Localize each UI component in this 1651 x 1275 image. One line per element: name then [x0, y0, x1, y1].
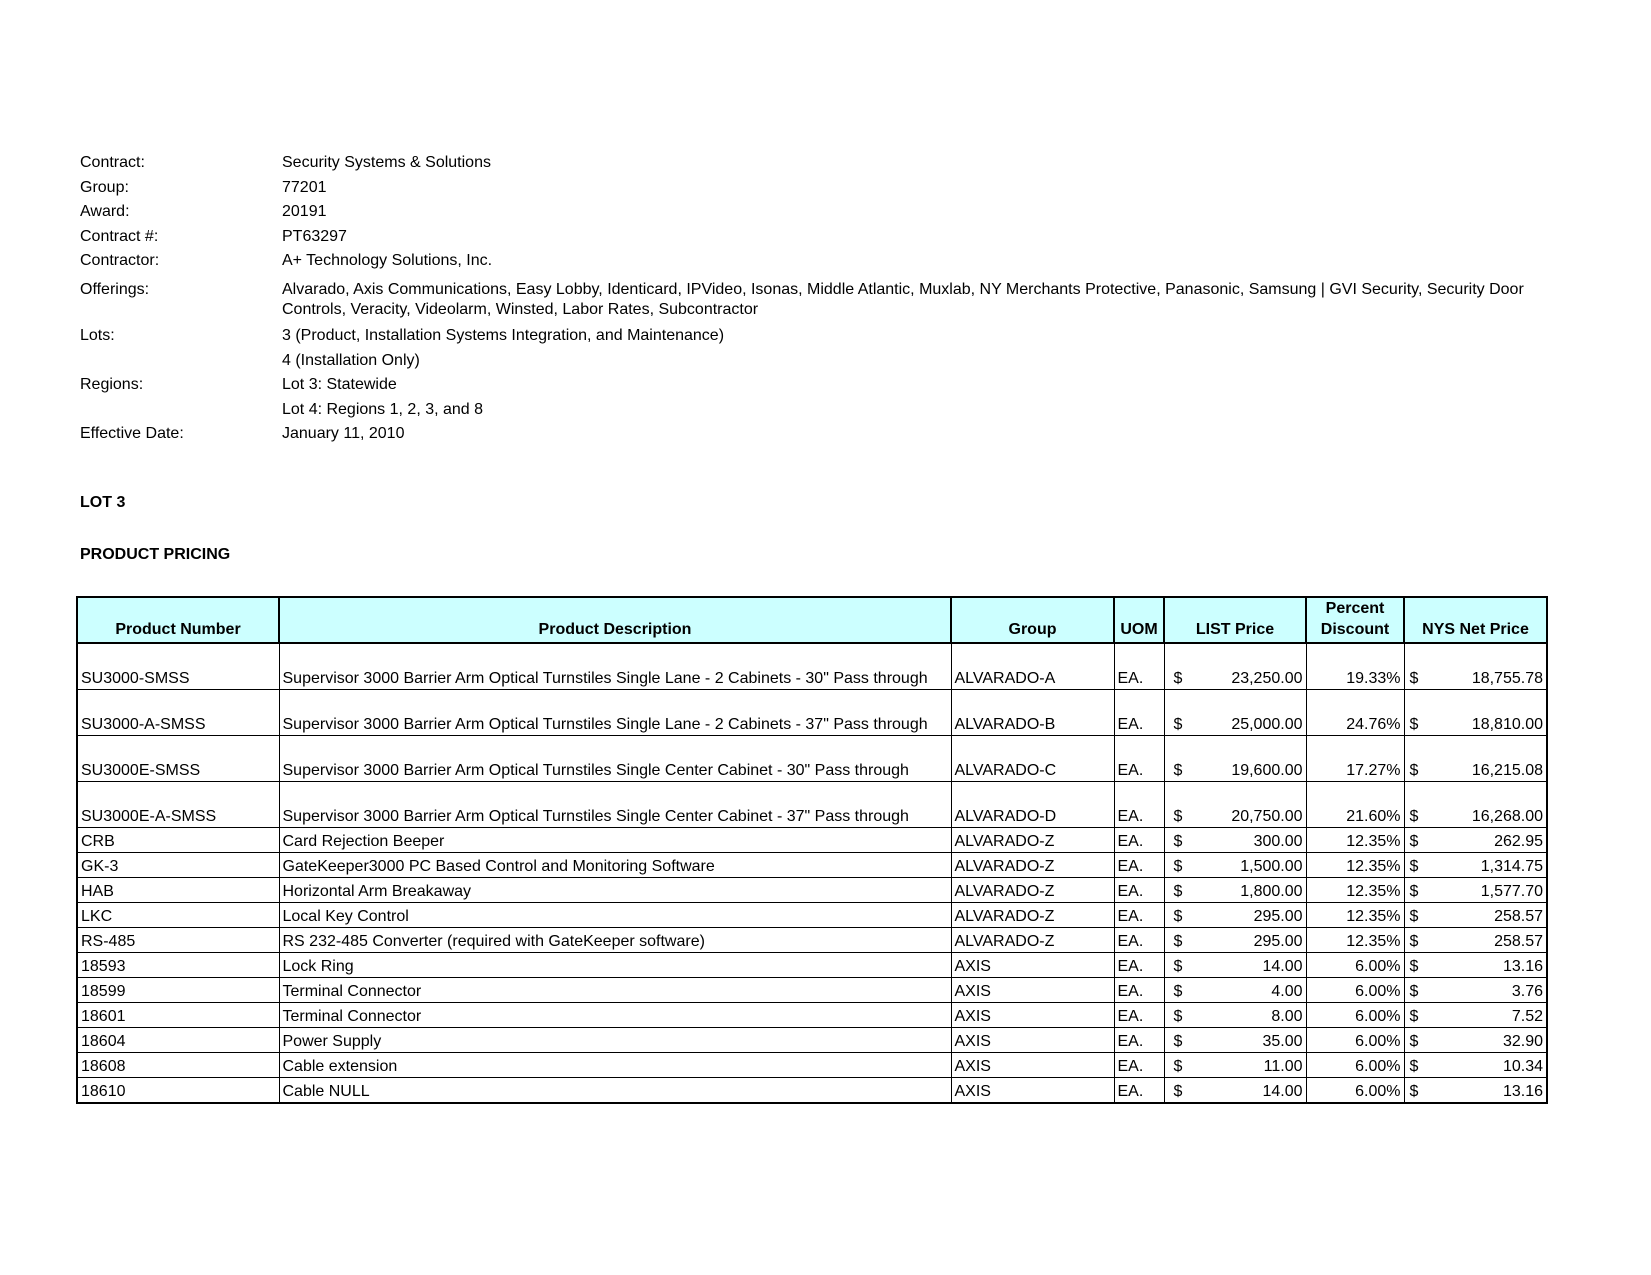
table-row — [77, 1003, 1547, 1028]
percent-discount-cell: 6.00% — [1306, 1003, 1404, 1028]
currency-symbol: $ — [1173, 716, 1183, 733]
header-group: Group — [951, 597, 1114, 643]
currency-symbol: $ — [1409, 670, 1419, 687]
nys-net-price-cell — [1404, 690, 1547, 736]
table-row — [77, 828, 1547, 853]
currency-symbol: $ — [1409, 858, 1419, 875]
product-description-cell: Cable extension — [279, 1053, 951, 1078]
list-price-cell — [1164, 1028, 1306, 1053]
percent-discount-cell: 12.35% — [1306, 853, 1404, 878]
currency-symbol: $ — [1173, 1083, 1183, 1100]
uom-cell: EA. — [1114, 953, 1164, 978]
group-cell: AXIS — [951, 978, 1114, 1003]
currency-symbol: $ — [1409, 983, 1419, 1000]
group-cell: ALVARADO-Z — [951, 828, 1114, 853]
contract-info-label — [80, 351, 282, 371]
percent-discount-cell: 21.60% — [1306, 782, 1404, 828]
nys-net-price-value: 7.52 — [1511, 1008, 1543, 1025]
percent-discount-cell: 24.76% — [1306, 690, 1404, 736]
currency-symbol: $ — [1409, 1058, 1419, 1075]
contract-info-value: Lot 4: Regions 1, 2, 3, and 8 — [282, 400, 484, 418]
list-price-cell — [1164, 953, 1306, 978]
table-row — [77, 690, 1547, 736]
percent-discount-cell: 6.00% — [1306, 1078, 1404, 1104]
product-description-cell: Supervisor 3000 Barrier Arm Optical Turnstiles Single Lane - 2 Cabinets - 30" Pass through — [279, 643, 951, 690]
product-description-cell: Lock Ring — [279, 953, 951, 978]
uom-cell: EA. — [1114, 690, 1164, 736]
header-product-description: Product Description — [279, 597, 951, 643]
contract-info-value: 4 (Installation Only) — [282, 351, 420, 369]
group-cell: ALVARADO-B — [951, 690, 1114, 736]
header-percent-discount-line2: Discount — [1320, 621, 1390, 638]
group-cell: ALVARADO-Z — [951, 878, 1114, 903]
contract-info-label: Contract: — [80, 154, 145, 171]
percent-discount-cell: 6.00% — [1306, 1028, 1404, 1053]
table-row — [77, 643, 1547, 690]
currency-symbol: $ — [1409, 1008, 1419, 1025]
percent-discount-cell: 12.35% — [1306, 828, 1404, 853]
group-cell: AXIS — [951, 1028, 1114, 1053]
product-description-cell: Supervisor 3000 Barrier Arm Optical Turnstiles Single Center Cabinet - 37" Pass through — [279, 782, 951, 828]
uom-cell: EA. — [1114, 853, 1164, 878]
currency-symbol: $ — [1173, 1008, 1183, 1025]
nys-net-price-cell — [1404, 853, 1547, 878]
contract-info-label: Offerings: — [80, 281, 150, 298]
percent-discount-cell: 19.33% — [1306, 643, 1404, 690]
product-number-cell: GK-3 — [77, 853, 279, 878]
list-price-cell — [1164, 978, 1306, 1003]
contract-info-row — [80, 227, 1560, 247]
product-number-cell: SU3000E-A-SMSS — [77, 782, 279, 828]
contract-info-value: 3 (Product, Installation Systems Integration, and Maintenance) — [282, 327, 725, 344]
product-pricing-table — [76, 596, 1548, 1104]
list-price-cell — [1164, 782, 1306, 828]
contract-info-label: Group: — [80, 178, 129, 196]
currency-symbol: $ — [1409, 762, 1419, 779]
group-cell: AXIS — [951, 1053, 1114, 1078]
nys-net-price-cell — [1404, 782, 1547, 828]
currency-symbol: $ — [1409, 808, 1419, 825]
pricing-heading: PRODUCT PRICING — [80, 546, 231, 563]
table-row — [77, 978, 1547, 1003]
nys-net-price-cell — [1404, 978, 1547, 1003]
currency-symbol: $ — [1173, 762, 1183, 779]
list-price-value: 1,500.00 — [1240, 858, 1303, 875]
product-description-cell: Supervisor 3000 Barrier Arm Optical Turnstiles Single Lane - 2 Cabinets - 37" Pass through — [279, 690, 951, 736]
list-price-value: 11.00 — [1263, 1058, 1303, 1075]
currency-symbol: $ — [1173, 883, 1183, 900]
product-description-cell: Terminal Connector — [279, 1003, 951, 1028]
uom-cell: EA. — [1114, 1078, 1164, 1104]
contract-info-row — [80, 202, 1560, 222]
product-number-cell: LKC — [77, 903, 279, 928]
contract-info-row — [80, 178, 1560, 198]
nys-net-price-value: 1,577.70 — [1480, 883, 1543, 900]
table-row — [77, 1078, 1547, 1104]
nys-net-price-cell — [1404, 878, 1547, 903]
product-number-cell: 18610 — [77, 1078, 279, 1104]
percent-discount-cell: 12.35% — [1306, 878, 1404, 903]
currency-symbol: $ — [1173, 1058, 1183, 1075]
list-price-cell — [1164, 828, 1306, 853]
contract-info-row — [80, 251, 1560, 271]
nys-net-price-cell — [1404, 828, 1547, 853]
list-price-value: 35.00 — [1262, 1033, 1303, 1050]
contract-info-value: Security Systems & Solutions — [282, 154, 491, 171]
nys-net-price-value: 262.95 — [1494, 833, 1543, 850]
nys-net-price-value: 18,755.78 — [1471, 670, 1543, 687]
header-percent-discount — [1306, 597, 1404, 643]
contract-info-row — [80, 400, 1560, 420]
contract-info-value: January 11, 2010 — [282, 425, 405, 442]
currency-symbol: $ — [1173, 933, 1183, 950]
contract-info-value: A+ Technology Solutions, Inc. — [282, 252, 493, 269]
table-header-row — [77, 597, 1547, 643]
nys-net-price-cell — [1404, 1003, 1547, 1028]
nys-net-price-value: 13.16 — [1502, 958, 1543, 975]
contract-info-label — [80, 400, 282, 420]
contract-info-row — [80, 326, 1560, 346]
currency-symbol: $ — [1409, 958, 1419, 975]
uom-cell: EA. — [1114, 1003, 1164, 1028]
nys-net-price-value: 10.34 — [1502, 1058, 1543, 1075]
currency-symbol: $ — [1409, 1033, 1419, 1050]
header-product-number: Product Number — [77, 597, 279, 643]
nys-net-price-value: 258.57 — [1494, 933, 1543, 950]
header-uom: UOM — [1114, 597, 1164, 643]
table-row — [77, 1053, 1547, 1078]
product-number-cell: SU3000E-SMSS — [77, 736, 279, 782]
contract-info-row — [80, 280, 1560, 320]
list-price-value: 25,000.00 — [1231, 716, 1303, 733]
contract-info — [80, 153, 1560, 444]
table-row — [77, 782, 1547, 828]
contract-info-label: Contractor: — [80, 252, 160, 269]
currency-symbol: $ — [1409, 883, 1419, 900]
product-description-cell: Card Rejection Beeper — [279, 828, 951, 853]
product-description-cell: Cable NULL — [279, 1078, 951, 1104]
contract-info-row — [80, 424, 1560, 444]
nys-net-price-value: 18,810.00 — [1471, 716, 1543, 733]
table-row — [77, 953, 1547, 978]
table-row — [77, 928, 1547, 953]
contract-info-row — [80, 375, 1560, 395]
header-nys-net-price: NYS Net Price — [1404, 597, 1547, 643]
contract-info-value: Alvarado, Axis Communications, Easy Lobby, Identicard, IPVideo, Isonas, Middle Atlantic, Muxlab, NY Merchants Protective, Panasonic, Samsung | GVI Security, Security Door Controls, Veracity, Videolarm, Winsted, Labor Rates, Subcontractor — [282, 281, 1524, 318]
list-price-cell — [1164, 1078, 1306, 1104]
product-number-cell: 18604 — [77, 1028, 279, 1053]
product-number-cell: RS-485 — [77, 928, 279, 953]
uom-cell: EA. — [1114, 928, 1164, 953]
contract-info-label: Contract #: — [80, 227, 159, 245]
table-row — [77, 736, 1547, 782]
product-description-cell: RS 232-485 Converter (required with GateKeeper software) — [279, 928, 951, 953]
product-number-cell: 18593 — [77, 953, 279, 978]
list-price-cell — [1164, 690, 1306, 736]
nys-net-price-value: 1,314.75 — [1480, 858, 1543, 875]
nys-net-price-cell — [1404, 1028, 1547, 1053]
uom-cell: EA. — [1114, 1053, 1164, 1078]
header-percent-discount-line1: Percent — [1325, 600, 1385, 617]
list-price-value: 14.00 — [1262, 1083, 1303, 1100]
currency-symbol: $ — [1409, 933, 1419, 950]
percent-discount-cell: 6.00% — [1306, 978, 1404, 1003]
product-number-cell: CRB — [77, 828, 279, 853]
currency-symbol: $ — [1173, 1033, 1183, 1050]
list-price-cell — [1164, 736, 1306, 782]
list-price-value: 4.00 — [1271, 983, 1303, 1000]
list-price-cell — [1164, 903, 1306, 928]
contract-info-label: Regions: — [80, 376, 144, 393]
list-price-value: 1,800.00 — [1240, 883, 1303, 900]
contract-info-value: 77201 — [282, 178, 327, 196]
product-number-cell: 18599 — [77, 978, 279, 1003]
percent-discount-cell: 12.35% — [1306, 903, 1404, 928]
currency-symbol: $ — [1173, 808, 1183, 825]
percent-discount-cell: 12.35% — [1306, 928, 1404, 953]
currency-symbol: $ — [1409, 908, 1419, 925]
nys-net-price-value: 16,268.00 — [1471, 808, 1543, 825]
nys-net-price-cell — [1404, 928, 1547, 953]
uom-cell: EA. — [1114, 782, 1164, 828]
lot-heading: LOT 3 — [80, 494, 126, 511]
list-price-value: 19,600.00 — [1231, 762, 1303, 779]
uom-cell: EA. — [1114, 736, 1164, 782]
group-cell: ALVARADO-A — [951, 643, 1114, 690]
nys-net-price-cell — [1404, 736, 1547, 782]
contract-info-value: PT63297 — [282, 227, 347, 245]
nys-net-price-cell — [1404, 903, 1547, 928]
currency-symbol: $ — [1173, 833, 1183, 850]
uom-cell: EA. — [1114, 828, 1164, 853]
currency-symbol: $ — [1173, 958, 1183, 975]
list-price-value: 300.00 — [1253, 833, 1303, 850]
currency-symbol: $ — [1409, 716, 1419, 733]
uom-cell: EA. — [1114, 878, 1164, 903]
nys-net-price-value: 3.76 — [1511, 983, 1543, 1000]
product-number-cell: HAB — [77, 878, 279, 903]
product-description-cell: Supervisor 3000 Barrier Arm Optical Turnstiles Single Center Cabinet - 30" Pass through — [279, 736, 951, 782]
contract-info-label: Effective Date: — [80, 425, 184, 442]
product-number-cell: SU3000-A-SMSS — [77, 690, 279, 736]
list-price-cell — [1164, 1053, 1306, 1078]
header-list-price: LIST Price — [1164, 597, 1306, 643]
list-price-value: 295.00 — [1253, 908, 1303, 925]
currency-symbol: $ — [1173, 858, 1183, 875]
nys-net-price-cell — [1404, 643, 1547, 690]
product-number-cell: 18608 — [77, 1053, 279, 1078]
group-cell: ALVARADO-C — [951, 736, 1114, 782]
nys-net-price-value: 13.16 — [1502, 1083, 1543, 1100]
table-row — [77, 878, 1547, 903]
contract-info-row — [80, 351, 1560, 371]
table-row — [77, 853, 1547, 878]
nys-net-price-value: 258.57 — [1494, 908, 1543, 925]
percent-discount-cell: 6.00% — [1306, 953, 1404, 978]
nys-net-price-cell — [1404, 1053, 1547, 1078]
percent-discount-cell: 6.00% — [1306, 1053, 1404, 1078]
table-row — [77, 1028, 1547, 1053]
list-price-value: 295.00 — [1253, 933, 1303, 950]
product-number-cell: 18601 — [77, 1003, 279, 1028]
product-description-cell: Local Key Control — [279, 903, 951, 928]
list-price-cell — [1164, 878, 1306, 903]
product-description-cell: Power Supply — [279, 1028, 951, 1053]
list-price-value: 14.00 — [1262, 958, 1303, 975]
group-cell: ALVARADO-Z — [951, 928, 1114, 953]
group-cell: AXIS — [951, 1003, 1114, 1028]
currency-symbol: $ — [1173, 908, 1183, 925]
uom-cell: EA. — [1114, 903, 1164, 928]
list-price-value: 20,750.00 — [1231, 808, 1303, 825]
group-cell: ALVARADO-D — [951, 782, 1114, 828]
currency-symbol: $ — [1173, 670, 1183, 687]
list-price-value: 8.00 — [1271, 1008, 1303, 1025]
group-cell: ALVARADO-Z — [951, 903, 1114, 928]
product-description-cell: GateKeeper3000 PC Based Control and Monitoring Software — [279, 853, 951, 878]
table-row — [77, 903, 1547, 928]
nys-net-price-cell — [1404, 1078, 1547, 1104]
list-price-cell — [1164, 853, 1306, 878]
list-price-value: 23,250.00 — [1231, 670, 1303, 687]
contract-info-label: Award: — [80, 203, 130, 220]
product-description-cell: Terminal Connector — [279, 978, 951, 1003]
nys-net-price-value: 32.90 — [1502, 1033, 1543, 1050]
nys-net-price-value: 16,215.08 — [1471, 762, 1543, 779]
currency-symbol: $ — [1173, 983, 1183, 1000]
currency-symbol: $ — [1409, 1083, 1419, 1100]
contract-info-row — [80, 153, 1560, 173]
nys-net-price-cell — [1404, 953, 1547, 978]
uom-cell: EA. — [1114, 978, 1164, 1003]
group-cell: AXIS — [951, 953, 1114, 978]
contract-info-label: Lots: — [80, 327, 115, 344]
percent-discount-cell: 17.27% — [1306, 736, 1404, 782]
contract-info-value: 20191 — [282, 203, 327, 220]
product-description-cell: Horizontal Arm Breakaway — [279, 878, 951, 903]
group-cell: AXIS — [951, 1078, 1114, 1104]
currency-symbol: $ — [1409, 833, 1419, 850]
list-price-cell — [1164, 928, 1306, 953]
contract-info-value: Lot 3: Statewide — [282, 376, 397, 393]
list-price-cell — [1164, 1003, 1306, 1028]
uom-cell: EA. — [1114, 643, 1164, 690]
product-number-cell: SU3000-SMSS — [77, 643, 279, 690]
list-price-cell — [1164, 643, 1306, 690]
group-cell: ALVARADO-Z — [951, 853, 1114, 878]
uom-cell: EA. — [1114, 1028, 1164, 1053]
